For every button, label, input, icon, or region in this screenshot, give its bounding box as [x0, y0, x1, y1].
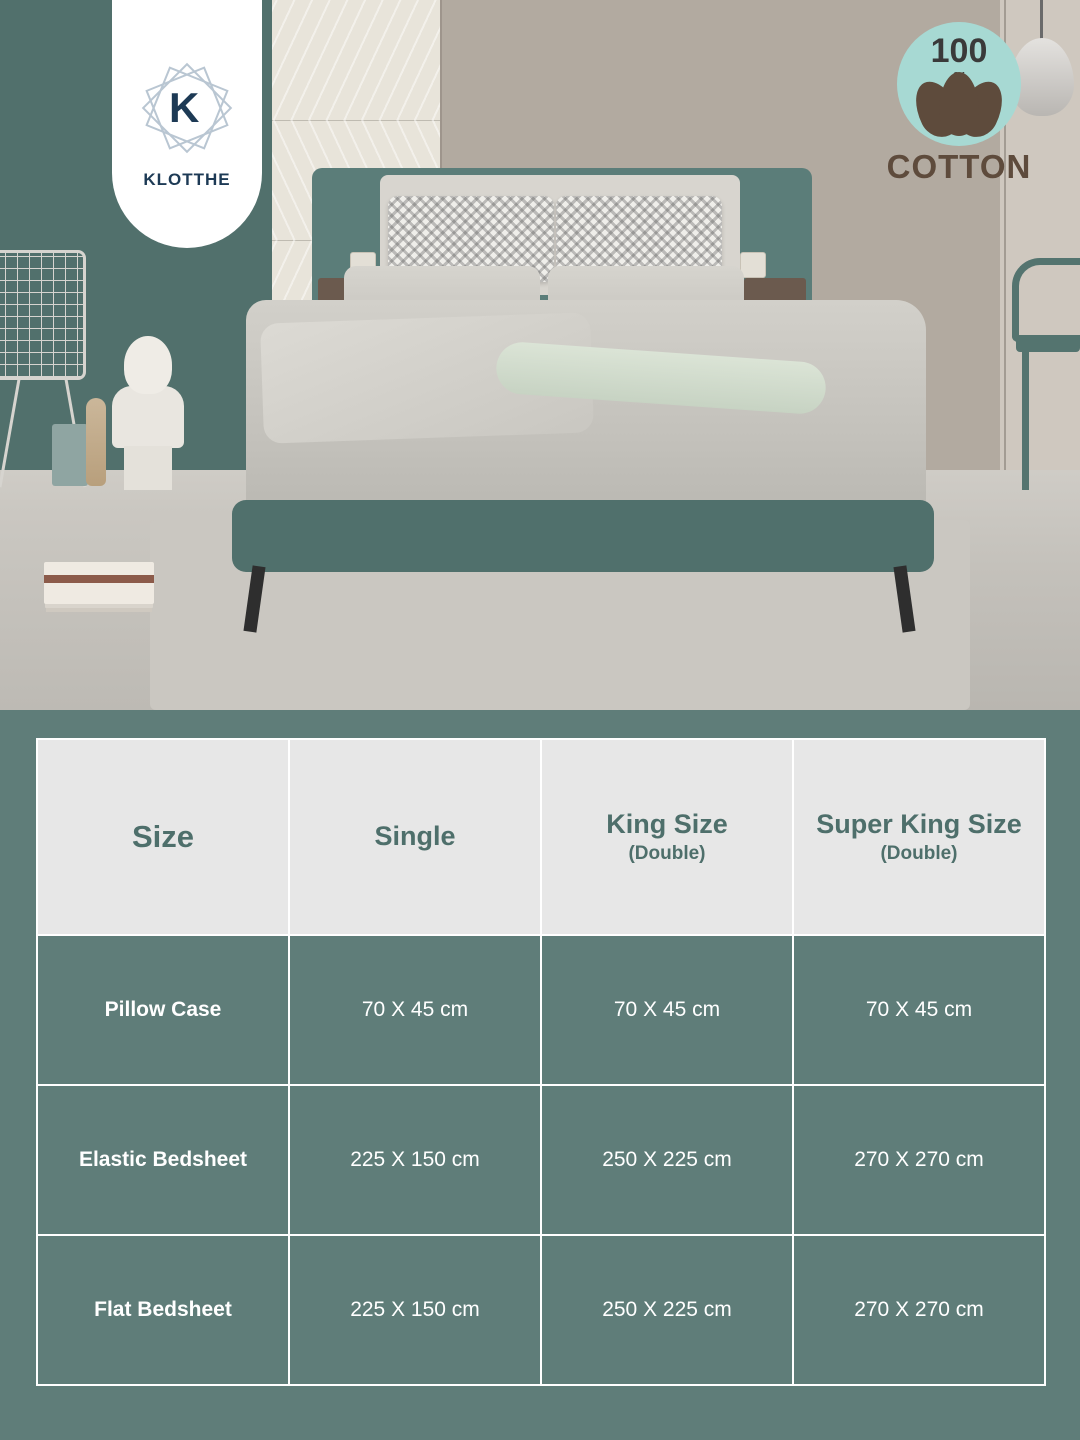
- wire-chair-back: [0, 250, 86, 380]
- cotton-badge: [884, 22, 1034, 212]
- brand-logo-badge: [112, 0, 262, 248]
- header-cell-king: [541, 739, 793, 935]
- table-row: [37, 935, 1045, 1085]
- header-sublabel-king: (Double): [628, 842, 706, 864]
- table-header-row: [37, 739, 1045, 935]
- cotton-leaf-middle: [939, 72, 979, 136]
- header-label-super-king: Super King Size: [816, 809, 1022, 840]
- cotton-badge-label: COTTON: [886, 148, 1032, 185]
- cell-elastic-bedsheet-king: 250 X 225 cm: [541, 1085, 793, 1235]
- size-chart-header: [37, 739, 1045, 935]
- cell-elastic-bedsheet-single: 225 X 150 cm: [289, 1085, 541, 1235]
- cell-pillow-case-single: 70 X 45 cm: [289, 935, 541, 1085]
- cell-elastic-bedsheet-super-king: 270 X 270 cm: [793, 1085, 1045, 1235]
- header-sublabel-super-king: (Double): [880, 842, 958, 864]
- side-chair-back: [1012, 258, 1080, 342]
- header-label-king: King Size: [606, 809, 728, 840]
- size-chart-section: [0, 710, 1080, 1440]
- header-cell-size: [37, 739, 289, 935]
- row-label-elastic-bedsheet: Elastic Bedsheet: [37, 1085, 289, 1235]
- decor-box: [52, 424, 88, 486]
- wire-chair-leg-left: [0, 379, 21, 488]
- cotton-badge-number: 100: [930, 32, 988, 70]
- decor-vase: [86, 398, 106, 486]
- bedroom-product-photo: [0, 0, 1080, 710]
- chevron-texture-top: [258, 0, 440, 120]
- brand-logo-letter: K: [169, 84, 198, 131]
- bust-sculpture-plinth: [124, 446, 172, 490]
- header-cell-super-king: [793, 739, 1045, 935]
- pendant-lamp-cord: [1040, 0, 1043, 40]
- table-row: [37, 1085, 1045, 1235]
- header-cell-single: [289, 739, 541, 935]
- cell-flat-bedsheet-single: 225 X 150 cm: [289, 1235, 541, 1385]
- brand-name: KLOTTHE: [143, 170, 231, 189]
- bust-sculpture-body: [112, 386, 184, 448]
- size-chart-table: [36, 738, 1046, 1386]
- brand-logo-icon: [139, 60, 235, 156]
- cotton-leaf-icon: [915, 72, 1003, 142]
- cell-flat-bedsheet-king: 250 X 225 cm: [541, 1235, 793, 1385]
- stacked-books: [44, 562, 154, 604]
- size-chart-body: [37, 935, 1045, 1385]
- row-label-flat-bedsheet: Flat Bedsheet: [37, 1235, 289, 1385]
- cell-pillow-case-super-king: 70 X 45 cm: [793, 935, 1045, 1085]
- bed-base: [232, 500, 934, 572]
- header-label-single: Single: [374, 821, 456, 852]
- bust-sculpture-head: [124, 336, 172, 394]
- header-label-size: Size: [131, 819, 195, 855]
- wall-socket-right-icon: [740, 252, 766, 278]
- side-chair-leg: [1022, 350, 1029, 490]
- table-row: [37, 1235, 1045, 1385]
- cell-pillow-case-king: 70 X 45 cm: [541, 935, 793, 1085]
- row-label-pillow-case: Pillow Case: [37, 935, 289, 1085]
- cell-flat-bedsheet-super-king: 270 X 270 cm: [793, 1235, 1045, 1385]
- cotton-badge-circle: [897, 22, 1021, 146]
- book-spine-band: [44, 575, 154, 583]
